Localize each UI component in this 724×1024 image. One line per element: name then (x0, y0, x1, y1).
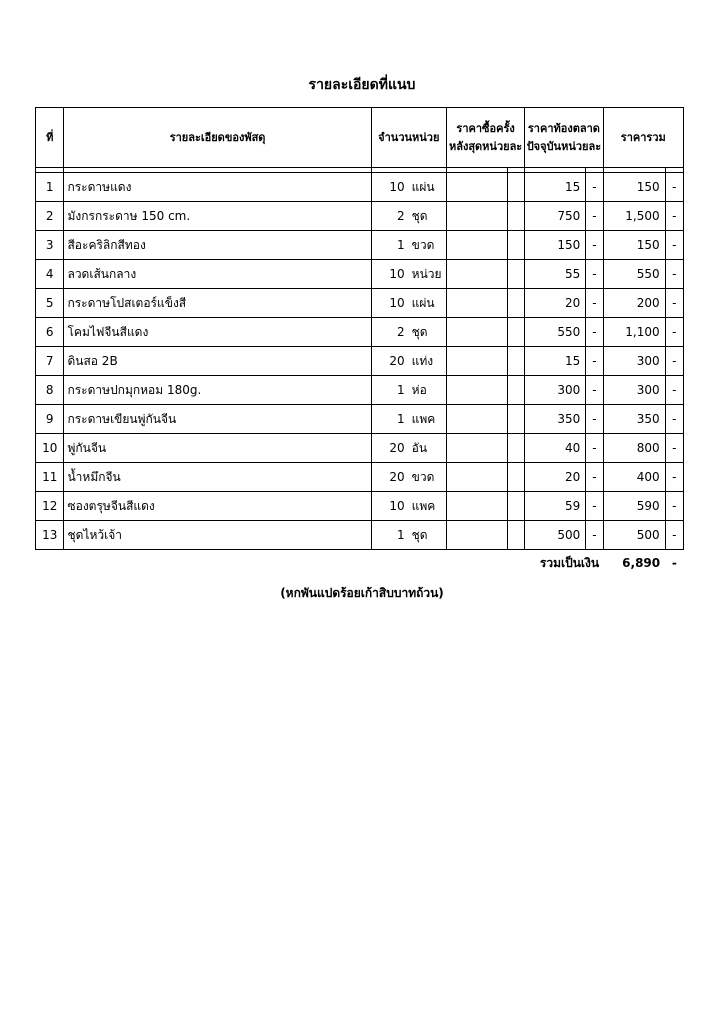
row-market-price-dash: - (586, 376, 603, 405)
summary-value: 6,890 (622, 556, 661, 570)
row-total: 590 (603, 492, 665, 521)
row-market-price: 55 (525, 260, 586, 289)
row-last-price-fraction (507, 405, 524, 434)
row-total: 1,100 (603, 318, 665, 347)
row-last-price (446, 289, 507, 318)
row-total-dash: - (665, 202, 683, 231)
table-row (36, 376, 684, 405)
table-row (36, 173, 684, 202)
header-no: ที่ (36, 108, 64, 168)
row-quantity (371, 463, 446, 492)
row-quantity-unit: ขวด (411, 237, 435, 252)
row-last-price-fraction (507, 492, 524, 521)
row-total-dash: - (665, 173, 683, 202)
row-last-price (446, 231, 507, 260)
row-description: ดินสอ 2B (64, 347, 371, 376)
row-last-price (446, 405, 507, 434)
table-row (36, 521, 684, 550)
row-description: มังกรกระดาษ 150 cm. (64, 202, 371, 231)
row-description: กระดาษโปสเตอร์แข็งสี (64, 289, 371, 318)
row-quantity-number: 10 (389, 180, 405, 194)
header-quantity: จำนวนหน่วย (371, 108, 446, 168)
row-quantity (371, 289, 446, 318)
row-market-price: 15 (525, 347, 586, 376)
row-quantity (371, 521, 446, 550)
row-last-price-fraction (507, 231, 524, 260)
row-last-price-fraction (507, 260, 524, 289)
row-number: 8 (36, 376, 64, 405)
row-total: 200 (603, 289, 665, 318)
table-header-row (36, 108, 684, 168)
row-market-price-dash: - (586, 405, 603, 434)
row-market-price-dash: - (586, 231, 603, 260)
table-row (36, 202, 684, 231)
row-number: 5 (36, 289, 64, 318)
row-last-price (446, 173, 507, 202)
row-last-price-fraction (507, 289, 524, 318)
row-quantity (371, 347, 446, 376)
row-last-price-fraction (507, 318, 524, 347)
row-quantity-number: 1 (397, 238, 405, 252)
row-quantity-number: 1 (397, 383, 405, 397)
row-total-dash: - (665, 492, 683, 521)
row-number: 7 (36, 347, 64, 376)
row-market-price: 300 (525, 376, 586, 405)
row-number: 4 (36, 260, 64, 289)
row-total-dash: - (665, 376, 683, 405)
row-last-price (446, 434, 507, 463)
row-last-price (446, 347, 507, 376)
row-description: กระดาษเขียนพู่กันจีน (64, 405, 371, 434)
row-number: 6 (36, 318, 64, 347)
header-market-price-line1: ราคาท้องตลาด (527, 121, 600, 135)
header-market-price (525, 108, 603, 168)
row-description: โคมไฟจีนสีแดง (64, 318, 371, 347)
table-row (36, 260, 684, 289)
row-quantity-unit: ห่อ (411, 382, 427, 397)
row-description: กระดาษปกมุกหอม 180g. (64, 376, 371, 405)
summary-label: รวมเป็นเงิน (539, 555, 600, 570)
row-quantity-number: 10 (389, 296, 405, 310)
row-total-dash: - (665, 463, 683, 492)
row-number: 12 (36, 492, 64, 521)
row-last-price-fraction (507, 347, 524, 376)
header-last-price-line1: ราคาซื้อครั้ง (456, 121, 515, 135)
row-quantity-unit: ชุด (411, 324, 428, 339)
row-quantity (371, 202, 446, 231)
row-quantity (371, 173, 446, 202)
row-total: 400 (603, 463, 665, 492)
row-last-price-fraction (507, 463, 524, 492)
row-market-price-dash: - (586, 492, 603, 521)
row-market-price-dash: - (586, 463, 603, 492)
row-last-price (446, 202, 507, 231)
row-total-dash: - (665, 231, 683, 260)
row-market-price: 550 (525, 318, 586, 347)
row-number: 10 (36, 434, 64, 463)
row-quantity (371, 260, 446, 289)
row-last-price (446, 521, 507, 550)
row-market-price-dash: - (586, 434, 603, 463)
row-total: 800 (603, 434, 665, 463)
row-last-price-fraction (507, 376, 524, 405)
row-description: ซองตรุษจีนสีแดง (64, 492, 371, 521)
table-row (36, 405, 684, 434)
row-quantity-unit: แพค (411, 498, 436, 513)
row-total: 550 (603, 260, 665, 289)
row-description: พู่กันจีน (64, 434, 371, 463)
row-total: 300 (603, 347, 665, 376)
row-last-price (446, 260, 507, 289)
row-last-price (446, 492, 507, 521)
row-quantity-number: 20 (389, 441, 405, 455)
header-last-price-line2: หลังสุดหน่วยละ (448, 139, 523, 153)
row-number: 13 (36, 521, 64, 550)
row-description: ชุดไหว้เจ้า (64, 521, 371, 550)
row-quantity (371, 492, 446, 521)
row-last-price-fraction (507, 173, 524, 202)
row-market-price: 350 (525, 405, 586, 434)
row-market-price-dash: - (586, 260, 603, 289)
row-total-dash: - (665, 405, 683, 434)
row-total-dash: - (665, 260, 683, 289)
row-market-price: 150 (525, 231, 586, 260)
row-quantity (371, 231, 446, 260)
header-last-price (446, 108, 524, 168)
row-number: 3 (36, 231, 64, 260)
table-row (36, 318, 684, 347)
header-market-price-line2: ปัจจุบันหน่วยละ (526, 139, 602, 153)
row-total: 300 (603, 376, 665, 405)
row-quantity (371, 318, 446, 347)
row-last-price (446, 463, 507, 492)
table-row (36, 492, 684, 521)
row-market-price: 40 (525, 434, 586, 463)
row-quantity-unit: แท่ง (411, 353, 434, 368)
row-quantity-number: 1 (397, 528, 405, 542)
row-total-dash: - (665, 434, 683, 463)
amount-in-words: (หกพันแปดร้อยเก้าสิบบาทถ้วน) (280, 586, 444, 600)
row-quantity-unit: แผ่น (411, 179, 435, 194)
row-market-price-dash: - (586, 173, 603, 202)
table-row (36, 463, 684, 492)
row-quantity-unit: แผ่น (411, 295, 435, 310)
row-last-price (446, 318, 507, 347)
row-total-dash: - (665, 347, 683, 376)
row-quantity-number: 20 (389, 470, 405, 484)
row-quantity (371, 434, 446, 463)
row-quantity-unit: แพค (411, 411, 436, 426)
summary-row (36, 550, 684, 577)
row-number: 1 (36, 173, 64, 202)
row-quantity-unit: ขวด (411, 469, 435, 484)
row-market-price: 15 (525, 173, 586, 202)
row-market-price-dash: - (586, 347, 603, 376)
row-quantity-number: 2 (397, 209, 405, 223)
items-table (35, 107, 684, 576)
table-row (36, 347, 684, 376)
row-market-price-dash: - (586, 318, 603, 347)
row-quantity-number: 10 (389, 499, 405, 513)
table-row (36, 289, 684, 318)
row-last-price-fraction (507, 521, 524, 550)
row-quantity-number: 20 (389, 354, 405, 368)
row-last-price (446, 376, 507, 405)
row-total: 350 (603, 405, 665, 434)
row-description: สีอะคริลิกสีทอง (64, 231, 371, 260)
row-last-price-fraction (507, 434, 524, 463)
row-quantity-number: 2 (397, 325, 405, 339)
row-market-price-dash: - (586, 289, 603, 318)
header-description: รายละเอียดของพัสดุ (64, 108, 371, 168)
row-market-price-dash: - (586, 521, 603, 550)
row-market-price-dash: - (586, 202, 603, 231)
row-quantity-unit: ชุด (411, 208, 428, 223)
row-market-price: 20 (525, 463, 586, 492)
row-quantity-unit: ชุด (411, 527, 428, 542)
row-total-dash: - (665, 289, 683, 318)
row-quantity-unit: อัน (411, 440, 428, 455)
row-description: กระดาษแดง (64, 173, 371, 202)
row-quantity-number: 10 (389, 267, 405, 281)
table-row (36, 231, 684, 260)
row-number: 11 (36, 463, 64, 492)
row-description: ลวดเส้นกลาง (64, 260, 371, 289)
row-last-price-fraction (507, 202, 524, 231)
row-quantity-unit: หน่วย (411, 266, 442, 281)
row-market-price: 20 (525, 289, 586, 318)
row-total: 1,500 (603, 202, 665, 231)
row-description: น้ำหมึกจีน (64, 463, 371, 492)
row-total: 500 (603, 521, 665, 550)
row-quantity-number: 1 (397, 412, 405, 426)
row-market-price: 750 (525, 202, 586, 231)
row-quantity (371, 376, 446, 405)
row-total: 150 (603, 231, 665, 260)
row-total: 150 (603, 173, 665, 202)
row-total-dash: - (665, 521, 683, 550)
row-quantity (371, 405, 446, 434)
row-total-dash: - (665, 318, 683, 347)
header-total: ราคารวม (603, 108, 683, 168)
row-market-price: 59 (525, 492, 586, 521)
row-number: 2 (36, 202, 64, 231)
summary-dash: - (671, 556, 677, 570)
document-title: รายละเอียดที่แนบ (308, 77, 416, 93)
row-number: 9 (36, 405, 64, 434)
row-market-price: 500 (525, 521, 586, 550)
table-row (36, 434, 684, 463)
